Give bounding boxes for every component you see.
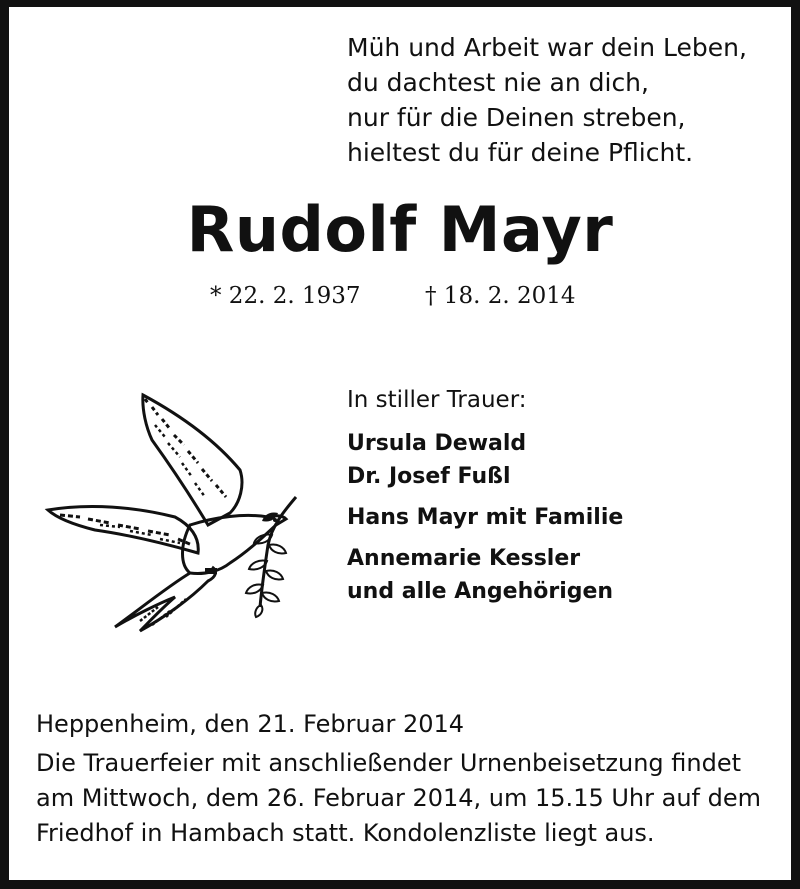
poem xyxy=(347,30,747,170)
notice-line: Friedhof in Hambach statt. Kondolenzliste liegt aus. xyxy=(36,819,655,847)
mourner-name: Hans Mayr mit Familie xyxy=(347,505,624,530)
mourning-label: In stiller Trauer: xyxy=(347,387,527,413)
mourner-name: Dr. Josef Fußl xyxy=(347,464,511,489)
poem-line: Müh und Arbeit war dein Leben, xyxy=(347,33,747,62)
mourner-name: und alle Angehörigen xyxy=(347,579,614,604)
death-date: † 18. 2. 2014 xyxy=(425,283,576,309)
mourner-name: Ursula Dewald xyxy=(347,431,527,456)
funeral-notice xyxy=(36,707,761,851)
deceased-name: Rudolf Mayr xyxy=(186,193,614,266)
poem-line: hieltest du für deine Pflicht. xyxy=(347,138,694,167)
notice-line: Die Trauerfeier mit anschließender Urnenbeisetzung findet xyxy=(36,749,742,777)
dove-with-olive-branch-icon xyxy=(40,385,305,635)
mourners-list xyxy=(347,427,623,608)
poem-line: nur für die Deinen streben, xyxy=(347,103,686,132)
poem-line: du dachtest nie an dich, xyxy=(347,68,649,97)
place-date: Heppenheim, den 21. Februar 2014 xyxy=(36,710,465,738)
mourner-name: Annemarie Kessler xyxy=(347,546,581,571)
notice-line: am Mittwoch, dem 26. Februar 2014, um 15.15 Uhr auf dem xyxy=(36,784,762,812)
birth-date: * 22. 2. 1937 xyxy=(210,283,361,309)
